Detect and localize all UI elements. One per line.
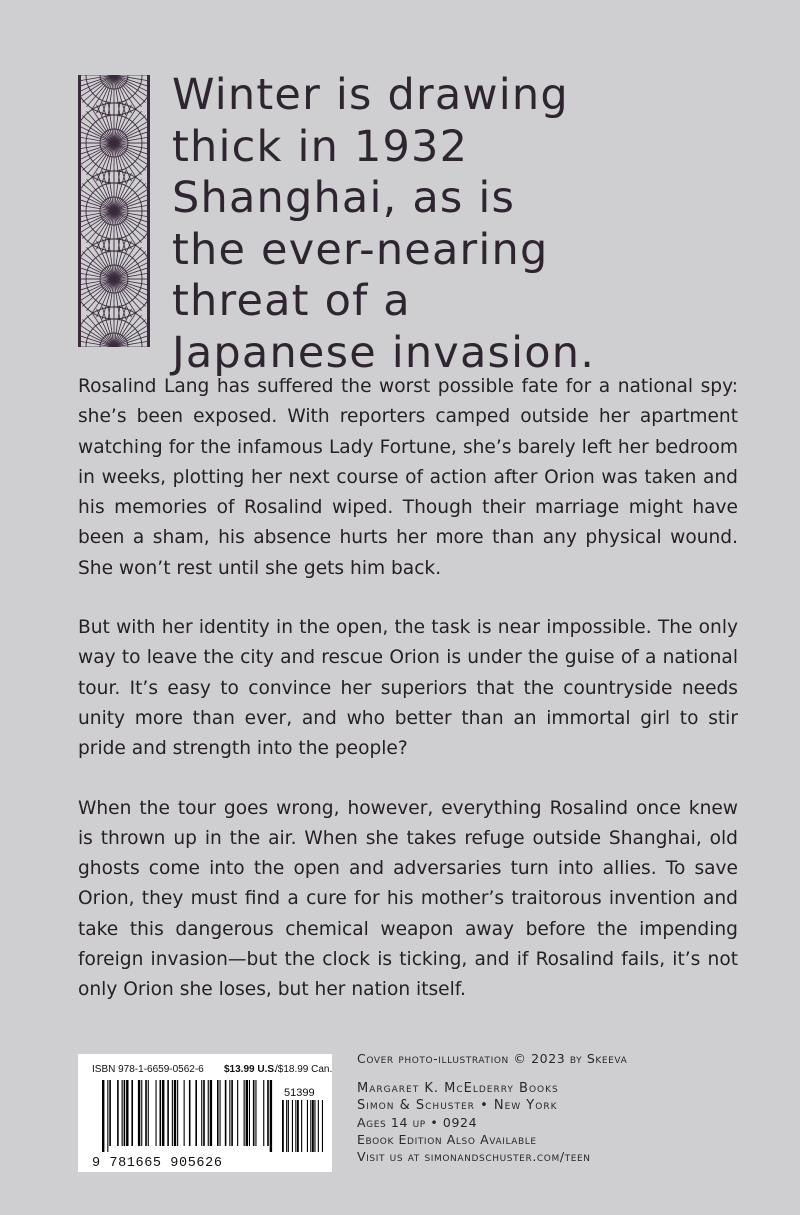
cover-credit: Cover photo-illustration © 2023 by Skeeva — [357, 1051, 628, 1066]
blurb-paragraph-1: Rosalind Lang has suffered the worst possible fate for a national spy: she’s been exposed. With reporters camped outside her apartment watching for the infamous Lady Fortune, she’s barely left her bedroom in weeks, plotting her next course of action after Orion was taken and his memories of Rosalind wiped. Though their marriage might have been a sham, his absence hurts her more than any physical wound. She won’t rest until she gets him back. — [78, 376, 738, 579]
tagline-line-4: the ever-nearing — [172, 224, 549, 275]
barcode-bar — [167, 1080, 169, 1146]
barcode-bar — [124, 1080, 126, 1146]
barcode-bar — [229, 1080, 230, 1146]
barcode-bar — [189, 1080, 191, 1146]
barcode-bar — [122, 1080, 123, 1146]
addon-bar — [314, 1100, 315, 1152]
barcode-bar — [244, 1080, 245, 1146]
barcode-bar — [237, 1080, 238, 1146]
addon-bar — [312, 1100, 314, 1152]
imprint-name: Margaret K. McElderry Books — [357, 1081, 559, 1096]
addon-bar — [282, 1100, 284, 1152]
book-blurb — [78, 372, 738, 1035]
website-link[interactable]: Visit us at simonandschuster.com/teen — [357, 1149, 591, 1164]
barcode-bar — [160, 1080, 162, 1146]
barcode-digits: 9 781665 905626 — [92, 1156, 223, 1171]
addon-bar — [310, 1100, 311, 1152]
barcode-bar — [203, 1080, 205, 1146]
tagline-line-2: thick in 1932 — [172, 121, 469, 172]
barcode-bar — [177, 1080, 178, 1146]
age-range: Ages 14 up • 0924 — [357, 1115, 478, 1130]
barcode-bar — [208, 1080, 209, 1146]
barcode-bar — [217, 1080, 219, 1146]
barcode-bar — [174, 1080, 176, 1146]
addon-bar — [286, 1100, 287, 1152]
addon-bar — [288, 1100, 289, 1152]
price-can-text: /$18.99 Can. — [275, 1064, 332, 1075]
tagline-line-6: Japanese invasion. — [172, 327, 596, 378]
barcode-bar — [117, 1080, 119, 1146]
barcode-bar — [107, 1080, 108, 1152]
isbn-text: ISBN 978-1-6659-0562-6 — [92, 1064, 204, 1075]
barcode-bar — [255, 1080, 256, 1146]
credits-block — [357, 1050, 777, 1165]
barcode-bar — [263, 1080, 264, 1146]
addon-digits: 51399 — [284, 1087, 315, 1099]
tagline-line-3: Shanghai, as is — [172, 173, 516, 223]
barcode-bar — [156, 1080, 157, 1146]
barcode-bar — [220, 1080, 221, 1146]
addon-bar — [295, 1100, 296, 1152]
addon-bar — [318, 1100, 319, 1152]
fan-motif — [78, 305, 150, 347]
fan-motif — [78, 237, 150, 279]
barcode-bar — [162, 1080, 164, 1146]
barcode-bar — [131, 1080, 133, 1146]
barcode-bar — [270, 1080, 272, 1152]
addon-bar — [307, 1100, 308, 1152]
barcode-bar — [201, 1080, 202, 1146]
addon-bar — [301, 1100, 302, 1152]
barcode-bar — [267, 1080, 269, 1146]
barcode-bar — [145, 1080, 147, 1146]
barcode-panel — [78, 1054, 332, 1172]
barcode-bar — [195, 1080, 197, 1146]
addon-bar — [292, 1100, 293, 1152]
barcode-bar — [109, 1080, 111, 1146]
art-deco-fan-ornament — [78, 75, 150, 347]
barcode-bar — [172, 1080, 173, 1146]
barcode-bar — [246, 1080, 248, 1146]
barcode-bar — [249, 1080, 250, 1146]
price-us-text: $13.99 U.S. — [224, 1064, 277, 1075]
barcode-bar — [225, 1080, 227, 1146]
blurb-paragraph-2: But with her identity in the open, the task is near impossible. The only way to leave the city and rescue Orion is under the guise of a national tour. It’s easy to convince her superiors that the countryside needs unity more than ever, and who better than an immortal girl to stir pride and strength into the people? — [78, 617, 738, 760]
barcode-bar — [138, 1080, 140, 1146]
tagline-line-1: Winter is drawing — [172, 70, 569, 120]
barcode-bar — [184, 1080, 185, 1146]
publisher-name: Simon & Schuster • New York — [357, 1098, 558, 1113]
barcode-bar — [102, 1080, 104, 1152]
addon-bar — [297, 1100, 299, 1152]
addon-bar — [322, 1100, 323, 1152]
barcode-bar — [141, 1080, 142, 1146]
barcode-bar — [148, 1080, 149, 1146]
fan-motif — [78, 169, 150, 211]
barcode — [78, 1054, 332, 1172]
tagline-line-5: threat of a — [172, 276, 411, 326]
barcode-bar — [210, 1080, 212, 1146]
blurb-paragraph-3: When the tour goes wrong, however, everything Rosalind once knew is thrown up in the air. When she takes refuge outside Shanghai, old ghosts come into the open and adversaries turn into allies. To save Orion, they must find a cure for his mother’s traitorous invention and take this dangerous chemical weapon away before the impending foreign invasion—but the clock is ticking, and if Rosalind fails, it’s not only Orion she loses, but her nation itself. — [78, 797, 738, 1001]
ebook-note: Ebook Edition Also Available — [357, 1132, 537, 1147]
barcode-bar — [253, 1080, 255, 1146]
tagline — [172, 70, 772, 379]
fan-motif — [78, 101, 150, 143]
barcode-bar — [126, 1080, 128, 1146]
barcode-bar — [231, 1080, 233, 1146]
